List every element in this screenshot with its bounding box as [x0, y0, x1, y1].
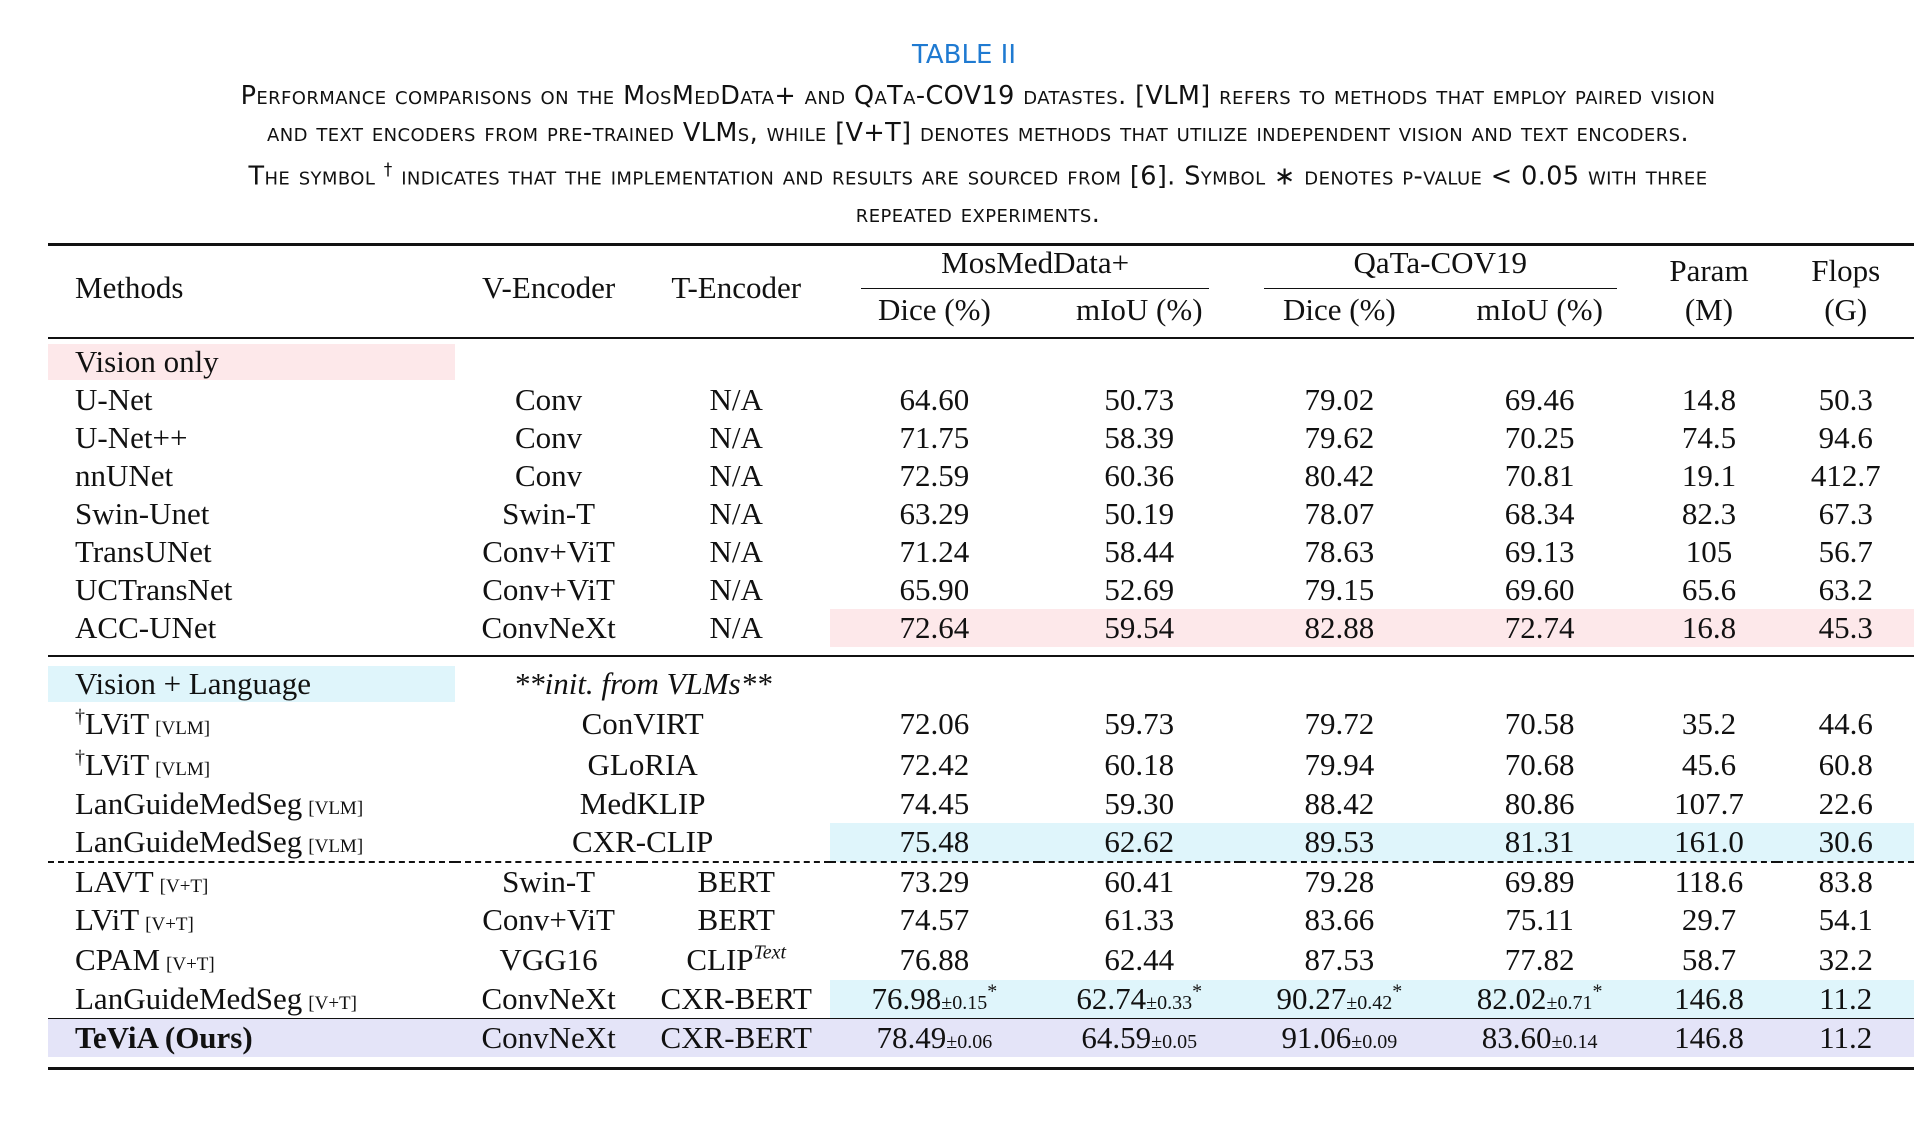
mosmed-dice: 71.75	[899, 420, 970, 455]
significance-star: *	[1392, 980, 1403, 1003]
table-title: TABLE II	[912, 40, 1016, 70]
table-row	[48, 939, 1914, 980]
qata-dice: 83.66	[1304, 902, 1375, 937]
v-encoder: Swin-T	[502, 864, 596, 899]
flops: 94.6	[1818, 420, 1873, 455]
method-cell	[48, 980, 455, 1019]
param: 65.6	[1681, 572, 1737, 607]
mosmed-dice: 72.59	[899, 458, 970, 493]
table-row	[48, 533, 1914, 571]
t-encoder: N/A	[709, 534, 763, 569]
method-tag: [VLM]	[308, 836, 364, 857]
value: 76.98	[871, 981, 942, 1016]
method-cell	[48, 785, 455, 823]
mosmed-dice	[830, 980, 1038, 1019]
vlm-encoder: ConVIRT	[581, 705, 704, 741]
qata-dice: 78.63	[1304, 534, 1375, 569]
mosmed-miou	[1039, 1019, 1240, 1057]
significance-star: *	[987, 980, 998, 1003]
flops: 67.3	[1818, 496, 1873, 531]
t-encoder: N/A	[709, 572, 763, 607]
method-name: TransUNet	[75, 534, 212, 569]
header-flops-unit: (G)	[1824, 292, 1868, 327]
t-encoder: N/A	[709, 382, 763, 417]
header-qata	[1240, 245, 1641, 289]
table-row	[48, 703, 1914, 744]
t-encoder: BERT	[697, 902, 775, 937]
vlm-encoder: MedKLIP	[579, 786, 706, 821]
qata-dice: 89.53	[1240, 823, 1439, 862]
mosmed-dice: 72.64	[830, 609, 1038, 647]
table-row-highlight	[48, 980, 1914, 1019]
header-v-encoder: V-Encoder	[482, 270, 616, 305]
section-vision-language	[48, 665, 1914, 703]
param: 118.6	[1674, 864, 1744, 899]
qata-miou: 81.31	[1439, 823, 1641, 862]
mosmed-dice: 73.29	[899, 864, 970, 899]
method-name: UCTransNet	[75, 572, 233, 607]
value: 91.06	[1281, 1020, 1352, 1055]
method-name: LViT	[85, 746, 150, 782]
header-flops: Flops	[1811, 253, 1881, 288]
method-tag: [VLM]	[155, 717, 211, 739]
table-row	[48, 381, 1914, 419]
method-name: LanGuideMedSeg	[75, 786, 303, 821]
param: 105	[1685, 534, 1733, 569]
dagger-symbol: †	[75, 705, 85, 728]
value: 64.59	[1081, 1020, 1152, 1055]
flops: 412.7	[1810, 458, 1881, 493]
flops: 32.2	[1818, 941, 1873, 977]
method-tag: [V+T]	[308, 993, 357, 1014]
method-name: U-Net++	[75, 420, 188, 455]
std: ±0.05	[1151, 1031, 1198, 1053]
header-param-unit: (M)	[1684, 292, 1734, 327]
param: 35.2	[1681, 705, 1737, 741]
table-bottom-rule	[48, 1067, 1914, 1070]
caption-line-2: and text encoders from pre-trained VLMs, while [V+T] denotes methods that utilize independent vision and text encoders.	[267, 118, 1689, 148]
v-encoder: ConvNeXt	[481, 610, 616, 645]
v-encoder: Conv	[515, 458, 583, 493]
mosmed-miou: 50.19	[1104, 496, 1175, 531]
qata-miou	[1439, 980, 1641, 1019]
header-mosmed-dice: Dice (%)	[878, 292, 991, 327]
flops: 45.3	[1777, 609, 1914, 647]
v-encoder: Conv+ViT	[482, 534, 615, 569]
header-row-1	[48, 245, 1914, 289]
qata-miou	[1439, 1019, 1641, 1057]
method-tag: [V+T]	[145, 914, 194, 935]
method-name: LViT	[85, 705, 150, 741]
param: 74.5	[1681, 420, 1737, 455]
t-encoder: CXR-BERT	[660, 1020, 812, 1055]
qata-dice: 79.15	[1304, 572, 1375, 607]
qata-dice	[1240, 980, 1439, 1019]
mosmed-dice: 72.42	[899, 746, 970, 782]
qata-dice: 79.02	[1304, 382, 1375, 417]
section-label-vision-language: Vision + Language	[48, 666, 455, 702]
header-methods: Methods	[75, 270, 184, 305]
value: 82.02	[1476, 981, 1547, 1016]
table-row	[48, 785, 1914, 823]
qata-miou: 69.89	[1504, 864, 1575, 899]
value: 90.27	[1276, 981, 1347, 1016]
mosmed-dice: 71.24	[899, 534, 970, 569]
v-encoder: Conv	[515, 382, 583, 417]
table-row	[48, 744, 1914, 785]
flops: 50.3	[1818, 382, 1873, 417]
flops: 44.6	[1818, 705, 1873, 741]
table-row	[48, 457, 1914, 495]
dagger-symbol: †	[383, 160, 393, 180]
mosmed-dice: 74.45	[899, 786, 970, 821]
table-row-highlight	[48, 823, 1914, 862]
init-note: **init. from VLMs**	[513, 666, 772, 701]
mosmed-miou: 52.69	[1104, 572, 1175, 607]
method-name: Swin-Unet	[75, 496, 210, 531]
mosmed-miou: 60.36	[1104, 458, 1175, 493]
std: ±0.71	[1546, 992, 1593, 1014]
v-encoder: Swin-T	[502, 496, 596, 531]
param: 58.7	[1681, 941, 1737, 977]
t-encoder: CXR-BERT	[660, 981, 812, 1016]
header-mosmed-miou: mIoU (%)	[1075, 292, 1203, 327]
method-cell	[48, 939, 455, 980]
value: 62.74	[1076, 981, 1147, 1016]
method-name: TeViA (Ours)	[75, 1020, 253, 1055]
qata-miou: 69.60	[1504, 572, 1575, 607]
table-row	[48, 901, 1914, 939]
method-name: LViT	[75, 902, 140, 937]
method-cell	[48, 703, 455, 744]
t-encoder-name: CLIP	[686, 941, 754, 977]
qata-dice: 82.88	[1240, 609, 1439, 647]
flops: 60.8	[1818, 746, 1873, 782]
results-table	[48, 245, 1914, 1057]
method-name: U-Net	[75, 382, 153, 417]
mosmed-miou: 59.54	[1039, 609, 1240, 647]
caption-line-3b: indicates that the implementation and results are sourced from [6]. Symbol ∗ denotes p-value < 0.05 with three	[392, 161, 1708, 192]
flops: 11.2	[1819, 1020, 1873, 1055]
method-cell	[48, 863, 455, 901]
section-vision-only	[48, 343, 1914, 381]
std: ±0.09	[1351, 1031, 1398, 1053]
mosmed-dice: 64.60	[899, 382, 970, 417]
method-name: LanGuideMedSeg	[75, 981, 303, 1016]
qata-miou: 69.13	[1504, 534, 1575, 569]
qata-miou: 70.68	[1504, 746, 1575, 782]
t-encoder-sup: Text	[753, 941, 787, 964]
table-row-highlight	[48, 609, 1914, 647]
param: 29.7	[1681, 902, 1737, 937]
param: 19.1	[1681, 458, 1737, 493]
mosmed-dice: 76.88	[899, 941, 970, 977]
table-row	[48, 419, 1914, 457]
header-mosmed-label: MosMedData+	[861, 245, 1209, 289]
mosmed-miou: 60.18	[1104, 746, 1175, 782]
mosmed-miou: 59.30	[1104, 786, 1175, 821]
value: 83.60	[1481, 1020, 1552, 1055]
t-encoder: N/A	[709, 458, 763, 493]
param: 45.6	[1681, 746, 1737, 782]
mosmed-dice: 72.06	[899, 705, 970, 741]
method-tag: [V+T]	[159, 876, 209, 897]
header-param: Param	[1669, 253, 1749, 288]
flops: 30.6	[1777, 823, 1914, 862]
qata-miou: 70.81	[1504, 458, 1575, 493]
method-cell	[48, 901, 455, 939]
std: ±0.14	[1551, 1031, 1598, 1053]
qata-dice	[1240, 1019, 1439, 1057]
header-qata-label: QaTa-COV19	[1264, 245, 1617, 289]
method-name: nnUNet	[75, 458, 174, 493]
t-encoder: N/A	[709, 420, 763, 455]
method-name: LAVT	[75, 864, 154, 899]
flops: 83.8	[1818, 864, 1873, 899]
significance-star: *	[1592, 980, 1603, 1003]
param: 107.7	[1674, 786, 1744, 821]
value: 78.49	[876, 1020, 947, 1055]
qata-miou: 75.11	[1505, 902, 1574, 937]
mosmed-miou: 62.62	[1039, 823, 1240, 862]
method-cell	[48, 744, 455, 785]
param: 146.8	[1640, 980, 1777, 1019]
mosmed-dice	[830, 1019, 1038, 1057]
qata-dice: 79.72	[1304, 705, 1375, 741]
section-vision-language-cell	[48, 665, 455, 703]
method-tag: [VLM]	[155, 758, 211, 780]
mosmed-miou: 58.39	[1104, 420, 1175, 455]
mosmed-miou	[1039, 980, 1240, 1019]
caption-line-3a: The symbol	[248, 161, 384, 192]
std: ±0.15	[941, 992, 988, 1014]
vlm-encoder: CXR-CLIP	[572, 824, 714, 859]
v-encoder: Conv+ViT	[482, 902, 615, 937]
method-tag: [V+T]	[166, 953, 215, 975]
qata-miou: 70.58	[1504, 705, 1575, 741]
param: 16.8	[1640, 609, 1777, 647]
section-label-vision-only: Vision only	[48, 344, 455, 380]
table-row	[48, 863, 1914, 901]
table-caption	[36, 78, 1920, 233]
significance-star: *	[1192, 980, 1203, 1003]
qata-dice: 79.62	[1304, 420, 1375, 455]
method-cell	[48, 823, 455, 862]
method-tag: [VLM]	[308, 798, 364, 819]
mosmed-miou: 62.44	[1104, 941, 1175, 977]
dagger-symbol: †	[75, 746, 85, 769]
method-name: LanGuideMedSeg	[75, 824, 303, 859]
caption-line-3	[36, 152, 1920, 196]
param: 14.8	[1681, 382, 1737, 417]
qata-dice: 79.28	[1304, 864, 1375, 899]
mosmed-miou: 59.73	[1104, 705, 1175, 741]
header-qata-miou: mIoU (%)	[1476, 292, 1603, 327]
mosmed-dice: 75.48	[830, 823, 1038, 862]
qata-miou: 72.74	[1439, 609, 1641, 647]
v-encoder: Conv+ViT	[482, 572, 615, 607]
v-encoder: Conv	[515, 420, 583, 455]
header-qata-dice: Dice (%)	[1282, 292, 1396, 327]
flops: 22.6	[1818, 786, 1873, 821]
v-encoder: ConvNeXt	[481, 1020, 616, 1055]
method-name: CPAM	[75, 941, 161, 977]
qata-dice: 78.07	[1304, 496, 1375, 531]
std: ±0.06	[946, 1031, 993, 1053]
table-row-ours	[48, 1019, 1914, 1057]
mosmed-dice: 65.90	[899, 572, 970, 607]
flops: 63.2	[1818, 572, 1873, 607]
method-name: ACC-UNet	[75, 610, 217, 645]
caption-line-1: Performance comparisons on the MosMedData+ and QaTa-COV19 datastes. [VLM] refers to methods that employ paired vision	[240, 81, 1716, 111]
flops: 56.7	[1818, 534, 1873, 569]
std: ±0.42	[1346, 992, 1393, 1014]
mosmed-dice: 74.57	[899, 902, 970, 937]
qata-dice: 88.42	[1304, 786, 1375, 821]
param: 146.8	[1674, 1020, 1744, 1055]
table-row	[48, 571, 1914, 609]
header-t-encoder: T-Encoder	[671, 270, 802, 305]
flops: 11.2	[1777, 980, 1914, 1019]
qata-miou: 69.46	[1504, 382, 1575, 417]
section-vision-only-cell	[48, 343, 455, 381]
param: 82.3	[1681, 496, 1737, 531]
qata-miou: 77.82	[1504, 941, 1575, 977]
table-row	[48, 495, 1914, 533]
vlm-encoder: GLoRIA	[587, 746, 698, 782]
qata-dice: 87.53	[1304, 941, 1375, 977]
qata-dice: 80.42	[1304, 458, 1375, 493]
mosmed-miou: 58.44	[1104, 534, 1175, 569]
flops: 54.1	[1818, 902, 1873, 937]
t-encoder: N/A	[709, 496, 763, 531]
mosmed-miou: 50.73	[1104, 382, 1175, 417]
t-encoder	[642, 939, 830, 980]
mosmed-miou: 61.33	[1104, 902, 1175, 937]
t-encoder: BERT	[697, 864, 775, 899]
qata-miou: 68.34	[1504, 496, 1575, 531]
header-mosmed	[830, 245, 1240, 289]
v-encoder: ConvNeXt	[481, 981, 616, 1016]
param: 161.0	[1640, 823, 1777, 862]
t-encoder: N/A	[709, 610, 763, 645]
caption-line-4: repeated experiments.	[855, 198, 1101, 229]
mosmed-dice: 63.29	[899, 496, 970, 531]
v-encoder: VGG16	[499, 941, 598, 977]
qata-miou: 80.86	[1504, 786, 1575, 821]
std: ±0.33	[1146, 992, 1193, 1014]
qata-dice: 79.94	[1304, 746, 1375, 782]
mosmed-miou: 60.41	[1104, 864, 1175, 899]
qata-miou: 70.25	[1504, 420, 1575, 455]
